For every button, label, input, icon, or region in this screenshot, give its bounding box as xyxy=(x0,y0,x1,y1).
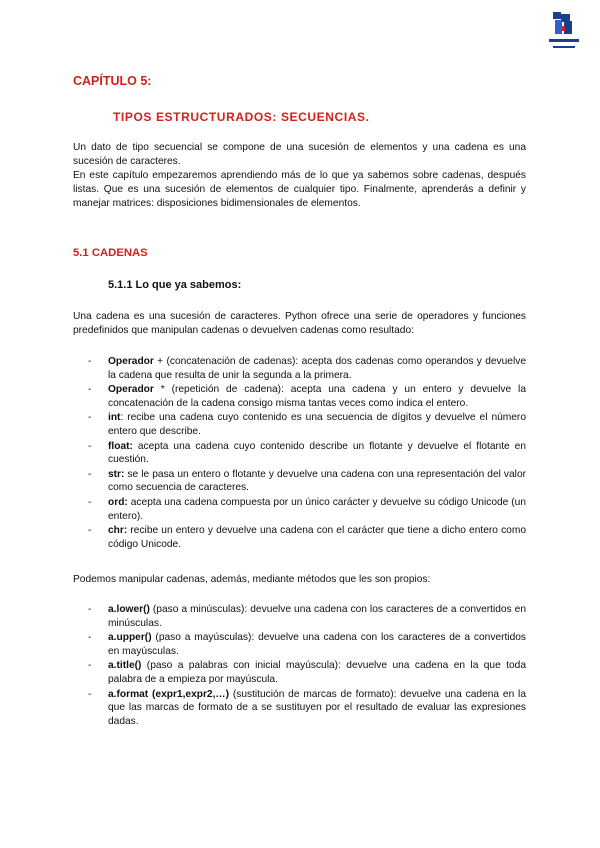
subsection-heading: 5.1.1 Lo que ya sabemos: xyxy=(108,279,242,291)
list-item: - a.upper() (paso a mayúsculas): devuelve una cadena con los caracteres de a convertidos en mayúsculas. xyxy=(88,632,526,657)
methods-intro: Podemos manipular cadenas, además, mediante métodos que les son propios: xyxy=(73,574,431,585)
list-item: - a.title() (paso a palabras con inicial mayúscula): devuelve una cadena en la que toda palabra de a empieza por mayúscula. xyxy=(88,660,526,685)
chapter-label: CAPÍTULO 5: xyxy=(73,74,152,88)
list-item: - a.lower() (paso a minúsculas): devuelve una cadena con los caracteres de a convertidos en minúsculas. xyxy=(88,604,526,629)
intro-paragraph-1: Un dato de tipo secuencial se compone de una sucesión de elementos y una cadena es una sucesión de caracteres. xyxy=(73,142,526,167)
list-item: - float: acepta una cadena cuyo contenido describe un flotante y devuelve el flotante en cuestión. xyxy=(88,440,526,466)
intro-paragraph-2: En este capítulo empezaremos aprendiendo más de lo que ya sabemos sobre cadenas, después listas. Que es una sucesión de elementos de cualquier tipo. Finalmente, aprenderás a definir y manejar matrices: disposiciones bidimensionales de elementos. xyxy=(73,170,526,209)
list-item: - a.format (expr1,expr2,…) (sustitución de marcas de formato): devuelve una cadena en la que las marcas de formato de a se sustituyen por el resultado de evaluar las expresiones dadas. xyxy=(88,688,526,727)
list-item: - ord: acepta una cadena compuesta por un único carácter y devuelve su código Unicode (un entero). xyxy=(88,496,526,522)
list-item: - Operador * (repetición de cadena): acepta una cadena y un entero y devuelve la concatenación de la cadena consigo misma tantas veces como indica el entero. xyxy=(88,384,526,409)
list-item: - Operador + (concatenación de cadenas): acepta dos cadenas como operandos y devuelve la cadena que resulta de unir la segunda a la primera. xyxy=(88,356,526,381)
strings-paragraph: Una cadena es una sucesión de caracteres. Python ofrece una serie de operadores y funciones predefinidos que manipulan cadenas o devuelven cadenas como resultado: xyxy=(73,311,526,336)
list-item: - chr: recibe un entero y devuelve una cadena con el carácter que tiene a dicho entero como código Unicode. xyxy=(88,525,526,550)
intro-text xyxy=(73,141,526,211)
operators-list xyxy=(88,355,526,552)
methods-list xyxy=(88,603,526,729)
list-item: - str: se le pasa un entero o flotante y devuelve una cadena con una representación del valor como secuencia de caracteres. xyxy=(88,468,526,494)
list-item: - int: recibe una cadena cuyo contenido es una secuencia de dígitos y devuelve el número entero que describe. xyxy=(88,412,526,437)
university-logo xyxy=(547,12,581,52)
chapter-title: TIPOS ESTRUCTURADOS: SECUENCIAS. xyxy=(113,110,370,124)
section-heading: 5.1 CADENAS xyxy=(73,247,148,259)
